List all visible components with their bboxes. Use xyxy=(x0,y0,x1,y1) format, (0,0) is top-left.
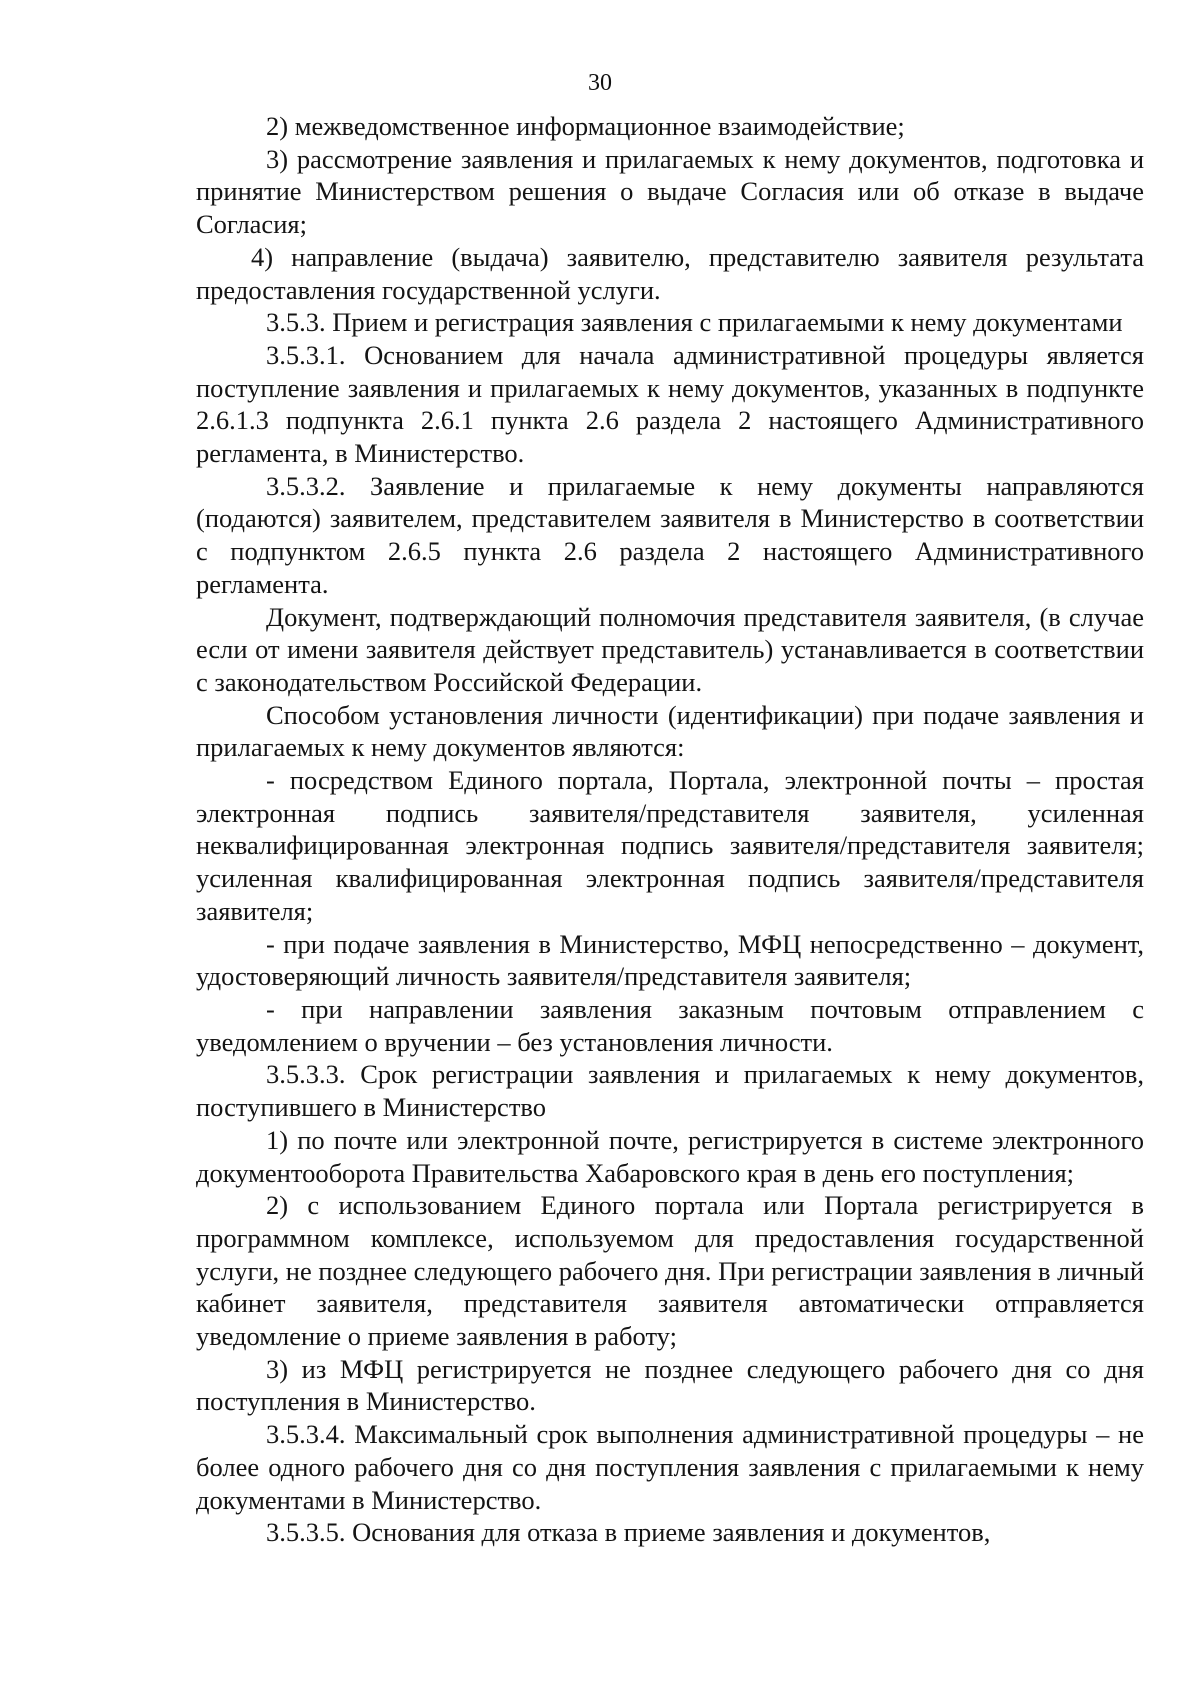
paragraph: Способом установления личности (идентификации) при подаче заявления и прилагаемых к нему документов являются: xyxy=(196,699,1144,763)
paragraph: 3.5.3.1. Основанием для начала административной процедуры является поступление заявления и прилагаемых к нему документов, указанных в подпункте 2.6.1.3 подпункта 2.6.1 пункта 2.6 раздела 2 настоящего Административного регламента, в Министерство. xyxy=(196,339,1144,469)
paragraph: 3.5.3.2. Заявление и прилагаемые к нему документы направляются (подаются) заявителем, представителем заявителя в Министерство в соответствии с подпунктом 2.6.5 пункта 2.6 раздела 2 настоящего Административного регламента. xyxy=(196,470,1144,599)
list-item: - посредством Единого портала, Портала, электронной почты – простая электронная подпись заявителя/представителя заявителя, усиленная неквалифицированная электронная подпись заявителя/представителя заявителя; усиленная квалифицированная электронная подпись заявителя/представителя заявителя; xyxy=(196,765,1144,926)
list-item: 1) по почте или электронной почте, регистрируется в системе электронного документооборота Правительства Хабаровского края в день его поступления; xyxy=(196,1124,1144,1188)
paragraph: 4) направление (выдача) заявителю, представителю заявителя результата предоставления государственной услуги. xyxy=(196,241,1144,305)
list-item: 2) с использованием Единого портала или Портала регистрируется в программном комплексе, используемом для предоставления государственной услуги, не позднее следующего рабочего дня. При регистрации заявления в личный кабинет заявителя, представителя заявителя автоматически отправляется уведомление о приеме заявления в работу; xyxy=(196,1190,1144,1352)
paragraph: 3.5.3.4. Максимальный срок выполнения административной процедуры – не более одного рабочего дня со дня поступления заявления с прилагаемыми к нему документами в Министерство. xyxy=(196,1419,1144,1515)
section-heading: 3.5.3. Прием и регистрация заявления с прилагаемыми к нему документами xyxy=(266,307,1123,338)
paragraph: 3) рассмотрение заявления и прилагаемых к нему документов, подготовка и принятие Министерством решения о выдаче Согласия или об отказе в выдаче Согласия; xyxy=(196,143,1144,240)
list-item: 3) из МФЦ регистрируется не позднее следующего рабочего дня со дня поступления в Министерство. xyxy=(196,1353,1144,1417)
paragraph: 2) межведомственное информационное взаимодействие; xyxy=(266,111,905,141)
paragraph: 3.5.3.5. Основания для отказа в приеме заявления и документов, xyxy=(266,1517,991,1548)
list-item: - при подаче заявления в Министерство, МФЦ непосредственно – документ, удостоверяющий личность заявителя/представителя заявителя; xyxy=(196,928,1144,992)
page-number: 30 xyxy=(588,70,612,96)
list-item: - при направлении заявления заказным почтовым отправлением с уведомлением о вручении – без установления личности. xyxy=(196,993,1144,1057)
document-body xyxy=(196,110,1144,1549)
paragraph: 3.5.3.3. Срок регистрации заявления и прилагаемых к нему документов, поступившего в Министерство xyxy=(196,1059,1144,1123)
paragraph: Документ, подтверждающий полномочия представителя заявителя, (в случае если от имени заявителя действует представитель) устанавливается в соответствии с законодательством Российской Федерации. xyxy=(196,601,1144,697)
